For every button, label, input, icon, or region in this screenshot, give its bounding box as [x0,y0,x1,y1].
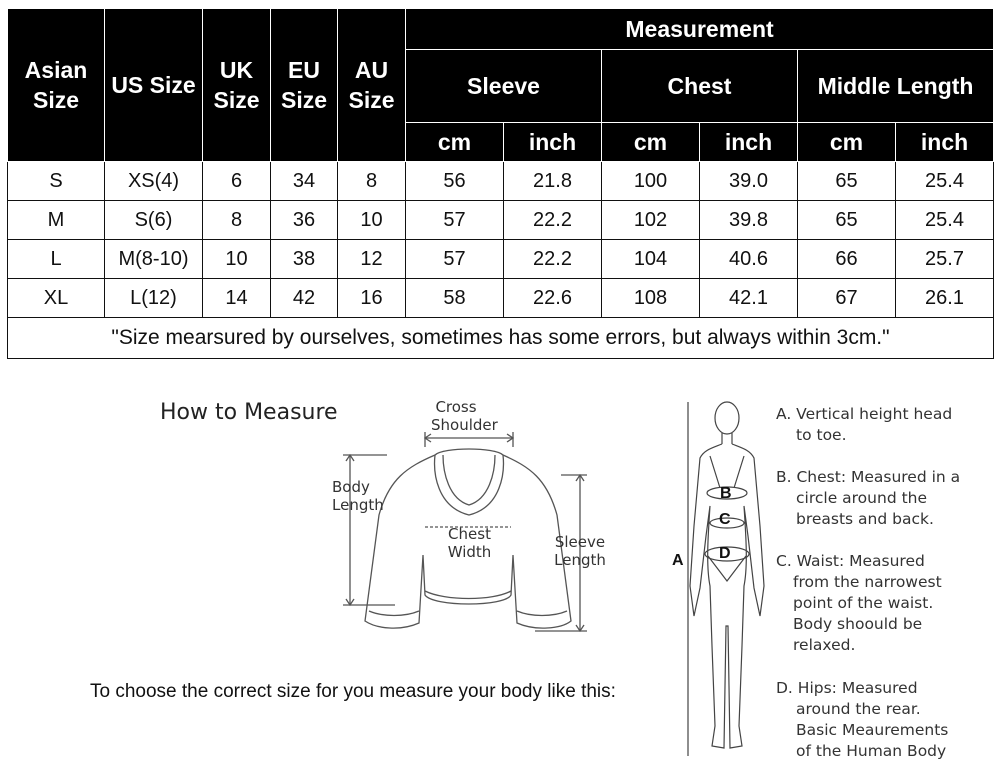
header-us-size: US Size [105,9,203,162]
measurement-note: "Size mearsured by ourselves, sometimes has some errors, but always within 3cm." [8,318,994,359]
desc-line: D. Hips: Measured [776,679,918,697]
table-cell: L [8,240,105,279]
table-row [8,162,994,201]
table-cell: 57 [406,201,504,240]
table-cell: 42 [271,279,338,318]
table-cell: 8 [203,201,271,240]
table-cell: 102 [602,201,700,240]
table-cell: 58 [406,279,504,318]
table-cell: 67 [798,279,896,318]
desc-line: around the rear. [796,700,921,718]
desc-line: Basic Meaurements [796,721,949,739]
measure-desc-b [776,467,996,530]
table-cell: 25.4 [896,201,994,240]
chest-width-label: Chest Width [447,525,492,561]
measure-desc-a [776,404,996,446]
table-cell: M(8-10) [105,240,203,279]
table-cell: 22.2 [504,240,602,279]
table-cell: 16 [338,279,406,318]
table-cell: 100 [602,162,700,201]
body-figure-diagram [682,396,772,766]
size-chart-table [7,8,994,359]
table-cell: 56 [406,162,504,201]
table-cell: 10 [203,240,271,279]
desc-line: breasts and back. [796,510,934,528]
table-cell: S(6) [105,201,203,240]
desc-line: relaxed. [793,636,856,654]
table-cell: M [8,201,105,240]
header-unit-cm: cm [406,123,504,162]
table-cell: 39.8 [700,201,798,240]
table-cell: 108 [602,279,700,318]
table-cell: 104 [602,240,700,279]
label-a: A [672,552,684,569]
table-cell: 22.6 [504,279,602,318]
header-unit-inch: inch [700,123,798,162]
choose-size-instruction: To choose the correct size for you measure your body like this: [90,681,616,702]
table-cell: L(12) [105,279,203,318]
table-cell: 65 [798,162,896,201]
desc-line: point of the waist. [793,594,934,612]
desc-line: of the Human Body [796,742,947,760]
label-d: D [719,545,731,562]
table-cell: 34 [271,162,338,201]
table-cell: 65 [798,201,896,240]
table-cell: 12 [338,240,406,279]
desc-line: C. Waist: Measured [776,552,925,570]
header-eu-size: EU Size [271,9,338,162]
table-cell: 57 [406,240,504,279]
table-cell: 26.1 [896,279,994,318]
desc-line: to toe. [796,426,847,444]
table-cell: 42.1 [700,279,798,318]
label-c: C [719,511,731,528]
table-cell: 25.4 [896,162,994,201]
table-cell: 14 [203,279,271,318]
measure-desc-d [776,678,996,762]
table-row [8,201,994,240]
table-cell: S [8,162,105,201]
header-unit-inch: inch [504,123,602,162]
table-cell: 38 [271,240,338,279]
table-cell: 21.8 [504,162,602,201]
table-cell: 10 [338,201,406,240]
table-cell: 6 [203,162,271,201]
table-cell: 8 [338,162,406,201]
table-cell: 22.2 [504,201,602,240]
sleeve-length-label: Sleeve Length [554,533,606,569]
table-cell: XS(4) [105,162,203,201]
header-middle-length: Middle Length [798,50,994,123]
desc-line: Body shoould be [793,615,923,633]
label-b: B [720,485,732,502]
header-sleeve: Sleeve [406,50,602,123]
measure-desc-c [776,551,996,656]
header-unit-inch: inch [896,123,994,162]
header-uk-size: UK Size [203,9,271,162]
header-chest: Chest [602,50,798,123]
table-row [8,240,994,279]
table-row [8,279,994,318]
header-measurement: Measurement [406,9,994,50]
desc-line: circle around the [796,489,928,507]
how-to-measure-title: How to Measure [160,400,338,425]
desc-line: from the narrowest [793,573,942,591]
desc-line: B. Chest: Measured in a [776,468,961,486]
table-cell: 40.6 [700,240,798,279]
table-cell: 39.0 [700,162,798,201]
header-unit-cm: cm [798,123,896,162]
header-unit-cm: cm [602,123,700,162]
header-asian-size: Asian Size [8,9,105,162]
header-au-size: AU Size [338,9,406,162]
body-length-label: Body Length [332,478,384,514]
table-cell: XL [8,279,105,318]
table-cell: 66 [798,240,896,279]
table-cell: 36 [271,201,338,240]
table-cell: 25.7 [896,240,994,279]
cross-shoulder-label: Cross Shoulder [431,398,498,434]
desc-line: A. Vertical height head [776,405,953,423]
